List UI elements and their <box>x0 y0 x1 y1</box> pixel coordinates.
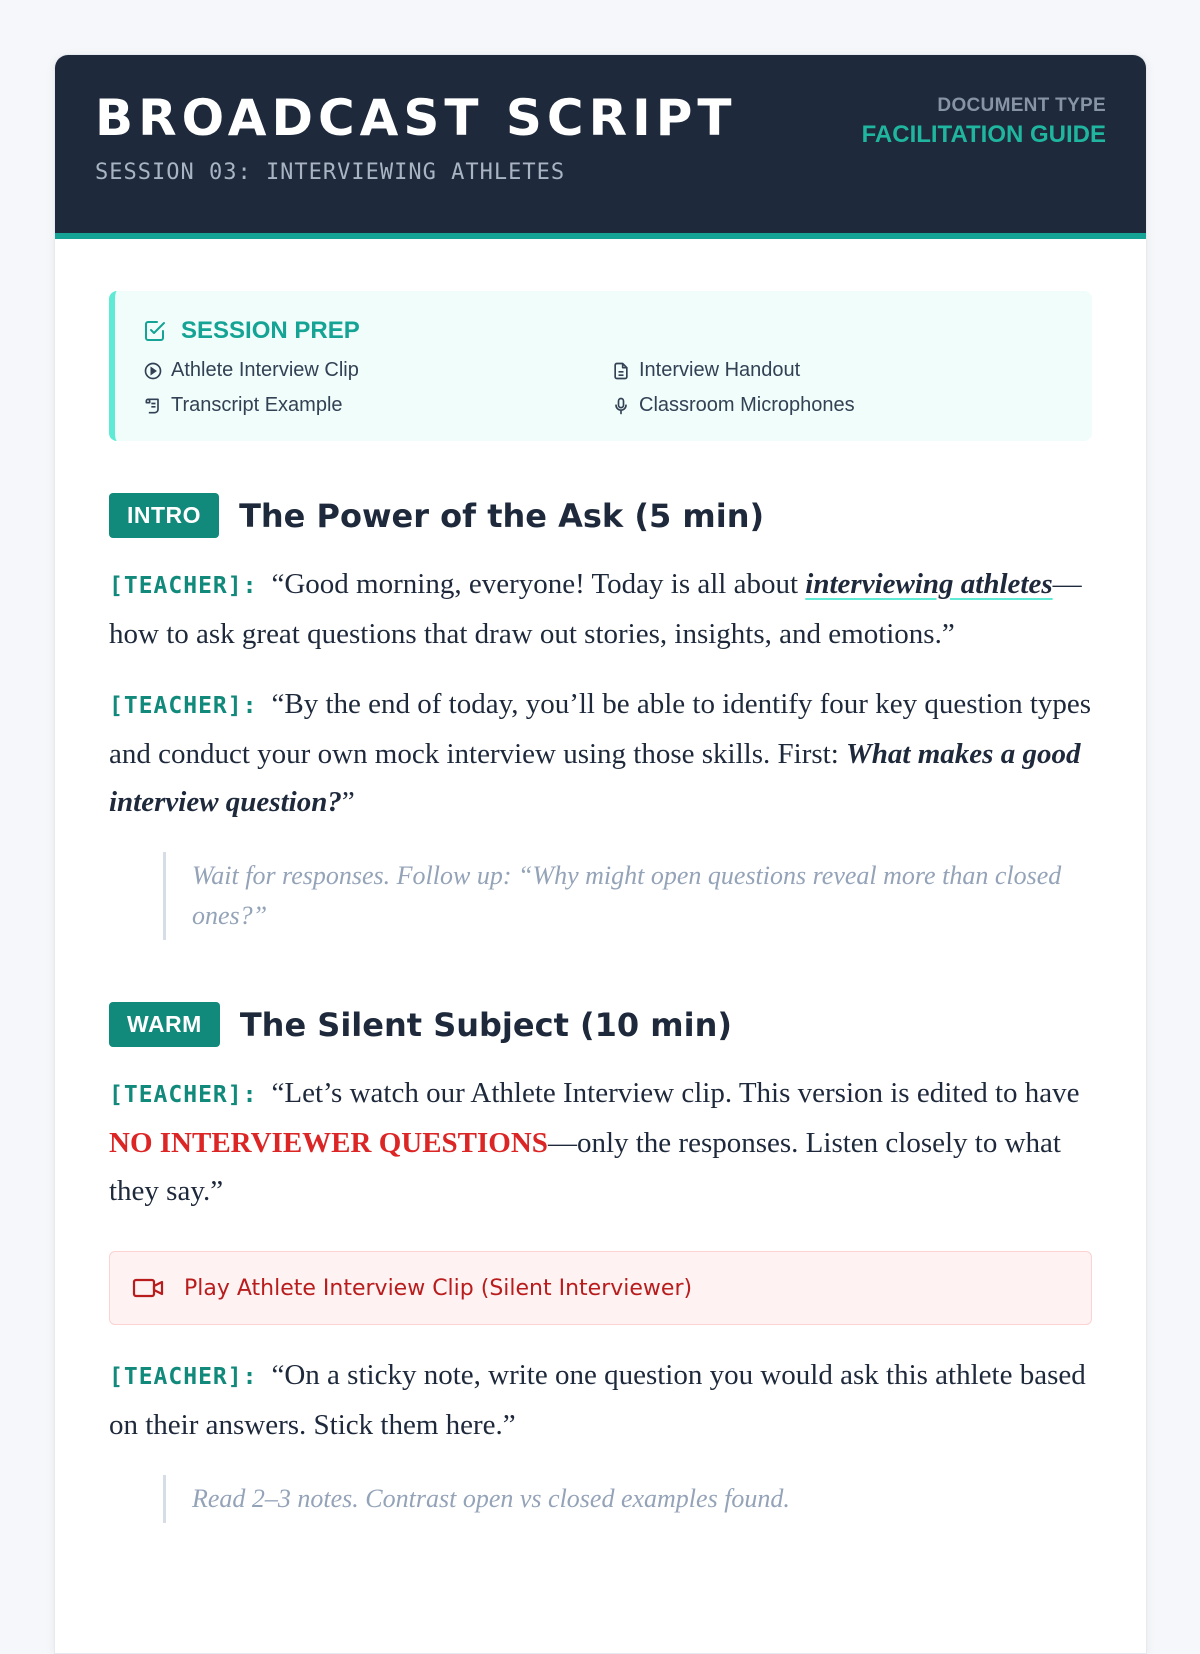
play-clip-label: Play Athlete Interview Clip (Silent Interviewer) <box>184 1275 693 1301</box>
microphone-icon <box>611 396 631 416</box>
prep-item-label: Transcript Example <box>171 394 343 416</box>
play-circle-icon <box>143 361 163 381</box>
prep-item-label: Classroom Microphones <box>639 394 855 416</box>
script-line <box>109 680 1092 826</box>
script-line <box>109 1069 1092 1215</box>
session-prep-box <box>109 291 1092 441</box>
prep-item <box>143 394 611 417</box>
speaker-label: [TEACHER]: <box>109 1364 258 1390</box>
play-clip-button[interactable] <box>109 1251 1092 1325</box>
facilitator-note: Wait for responses. Follow up: “Why might open questions reveal more than closed ones?” <box>163 852 1092 940</box>
line-text: —only the responses. Listen closely to what they say.” <box>109 1127 1061 1207</box>
document-type-label: DOCUMENT TYPE <box>937 95 1106 116</box>
line-emphasis: What makes a good interview question? <box>109 738 1081 818</box>
section-title: The Power of the Ask (5 min) <box>239 496 765 535</box>
document-header <box>55 55 1146 239</box>
facilitator-note: Read 2–3 notes. Contrast open vs closed examples found. <box>163 1475 1092 1523</box>
document-type-block <box>862 95 1106 149</box>
document-title: BROADCAST SCRIPT <box>95 89 737 147</box>
speaker-label: [TEACHER]: <box>109 1082 258 1108</box>
scroll-icon <box>143 396 163 416</box>
prep-item <box>143 359 611 382</box>
line-emphasis: NO INTERVIEWER QUESTIONS <box>109 1127 548 1159</box>
section-header-warm <box>109 1002 1092 1047</box>
line-text: “By the end of today, you’ll be able to identify four key question types and conduct your own mock interview using those skills. First: <box>109 688 1092 770</box>
video-camera-icon <box>132 1276 164 1300</box>
script-line <box>109 1351 1092 1449</box>
session-prep-header <box>143 317 1062 345</box>
section-tag: INTRO <box>109 493 219 538</box>
prep-item-label: Athlete Interview Clip <box>171 359 359 381</box>
line-text: ” <box>341 786 355 818</box>
prep-item <box>611 359 1051 382</box>
section-title: The Silent Subject (10 min) <box>239 1005 733 1044</box>
session-prep-list <box>143 359 1062 417</box>
checkbox-checked-icon <box>143 319 167 343</box>
line-emphasis: interviewing athletes <box>805 568 1053 600</box>
document-content <box>55 239 1146 1523</box>
prep-item <box>611 394 1051 417</box>
line-text: “Let’s watch our Athlete Interview clip. This version is edited to have <box>271 1077 1080 1109</box>
line-text: “Good morning, everyone! Today is all about <box>271 568 806 600</box>
line-text: “On a sticky note, write one question you would ask this athlete based on their answers. Stick them here.” <box>109 1359 1086 1441</box>
document-type-value: FACILITATION GUIDE <box>861 121 1106 148</box>
speaker-label: [TEACHER]: <box>109 693 258 719</box>
speaker-label: [TEACHER]: <box>109 573 258 599</box>
line-text: —how to ask great questions that draw out stories, insights, and emotions.” <box>109 568 1082 650</box>
document-subtitle: SESSION 03: INTERVIEWING ATHLETES <box>95 160 566 185</box>
section-header-intro <box>109 493 1092 538</box>
document-page <box>54 54 1147 1654</box>
script-line <box>109 560 1092 658</box>
section-tag: WARM <box>109 1002 220 1047</box>
prep-item-label: Interview Handout <box>639 359 801 381</box>
session-prep-title: SESSION PREP <box>181 317 360 344</box>
document-icon <box>611 361 631 381</box>
